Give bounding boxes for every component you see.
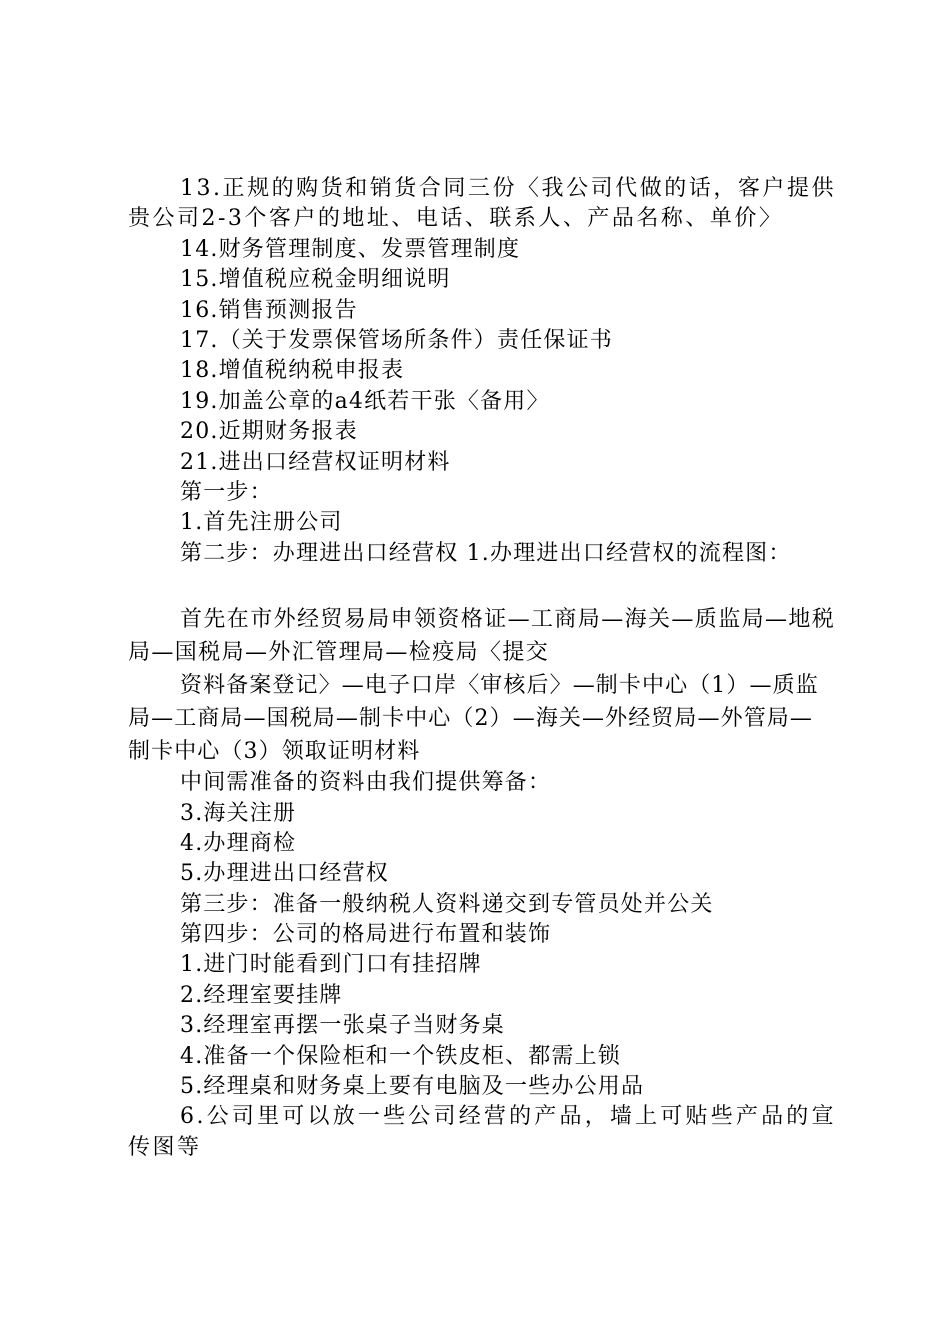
step-three-heading: 第三步：准备一般纳税人资料递交到专管员处并公关: [180, 891, 714, 917]
prep-item-4: 4.办理商检: [180, 830, 297, 856]
paragraph-item-15: 15.增值税应税金明细说明: [180, 267, 451, 293]
prep-materials-note: 中间需准备的资料由我们提供筹备：: [180, 770, 552, 796]
paragraph-item-21: 21.进出口经营权证明材料: [180, 449, 451, 475]
paragraph-item-20: 20.近期财务报表: [180, 419, 358, 445]
paragraph-item-17: 17.（关于发票保管场所条件）责任保证书: [180, 327, 613, 353]
step-four-item-1: 1.进门时能看到门口有挂招牌: [180, 952, 482, 978]
spacer: [128, 569, 836, 603]
flowchart-text: [128, 603, 836, 768]
step-four-item-3: 3.经理室再摆一张桌子当财务桌: [180, 1013, 505, 1039]
step-four-item-2: 2.经理室要挂牌: [180, 982, 343, 1008]
flowchart-part-1: 首先在市外经贸易局申领资格证—工商局—海关—质监局—地税局—国税局—外汇管理局—检疫局〈提交: [128, 607, 836, 666]
prep-item-3: 3.海关注册: [180, 800, 297, 826]
step-one-heading: 第一步：: [180, 479, 273, 505]
paragraph-item-16: 16.销售预测报告: [180, 297, 358, 323]
step-four-item-4: 4.准备一个保险柜和一个铁皮柜、都需上锁: [180, 1043, 621, 1069]
document-page: [128, 174, 836, 1163]
paragraph-item-13: 13.正规的购货和销货合同三份〈我公司代做的话，客户提供贵公司2-3个客户的地址、电话、联系人、产品名称、单价〉: [128, 176, 836, 232]
step-one-item-1: 1.首先注册公司: [180, 510, 343, 536]
step-four-item-5: 5.经理桌和财务桌上要有电脑及一些办公用品: [180, 1074, 645, 1100]
flowchart-part-2: 资料备案登记〉—电子口岸〈审核后〉—制卡中心（1）—质监局—工商局—国税局—制卡中心（2）—海关—外经贸局—外管局—制卡中心（3）领取证明材料: [128, 673, 819, 765]
step-four-heading: 第四步：公司的格局进行布置和装饰: [180, 922, 552, 948]
step-four-item-6: 6.公司里可以放一些公司经营的产品，墙上可贴些产品的宣传图等: [128, 1104, 836, 1160]
paragraph-item-14: 14.财务管理制度、发票管理制度: [180, 236, 521, 262]
step-two-heading: 第二步：办理进出口经营权 1.办理进出口经营权的流程图：: [180, 540, 792, 566]
paragraph-item-19: 19.加盖公章的a4纸若干张〈备用〉: [180, 388, 550, 414]
prep-item-5: 5.办理进出口经营权: [180, 861, 389, 887]
paragraph-item-18: 18.增值税纳税申报表: [180, 358, 405, 384]
